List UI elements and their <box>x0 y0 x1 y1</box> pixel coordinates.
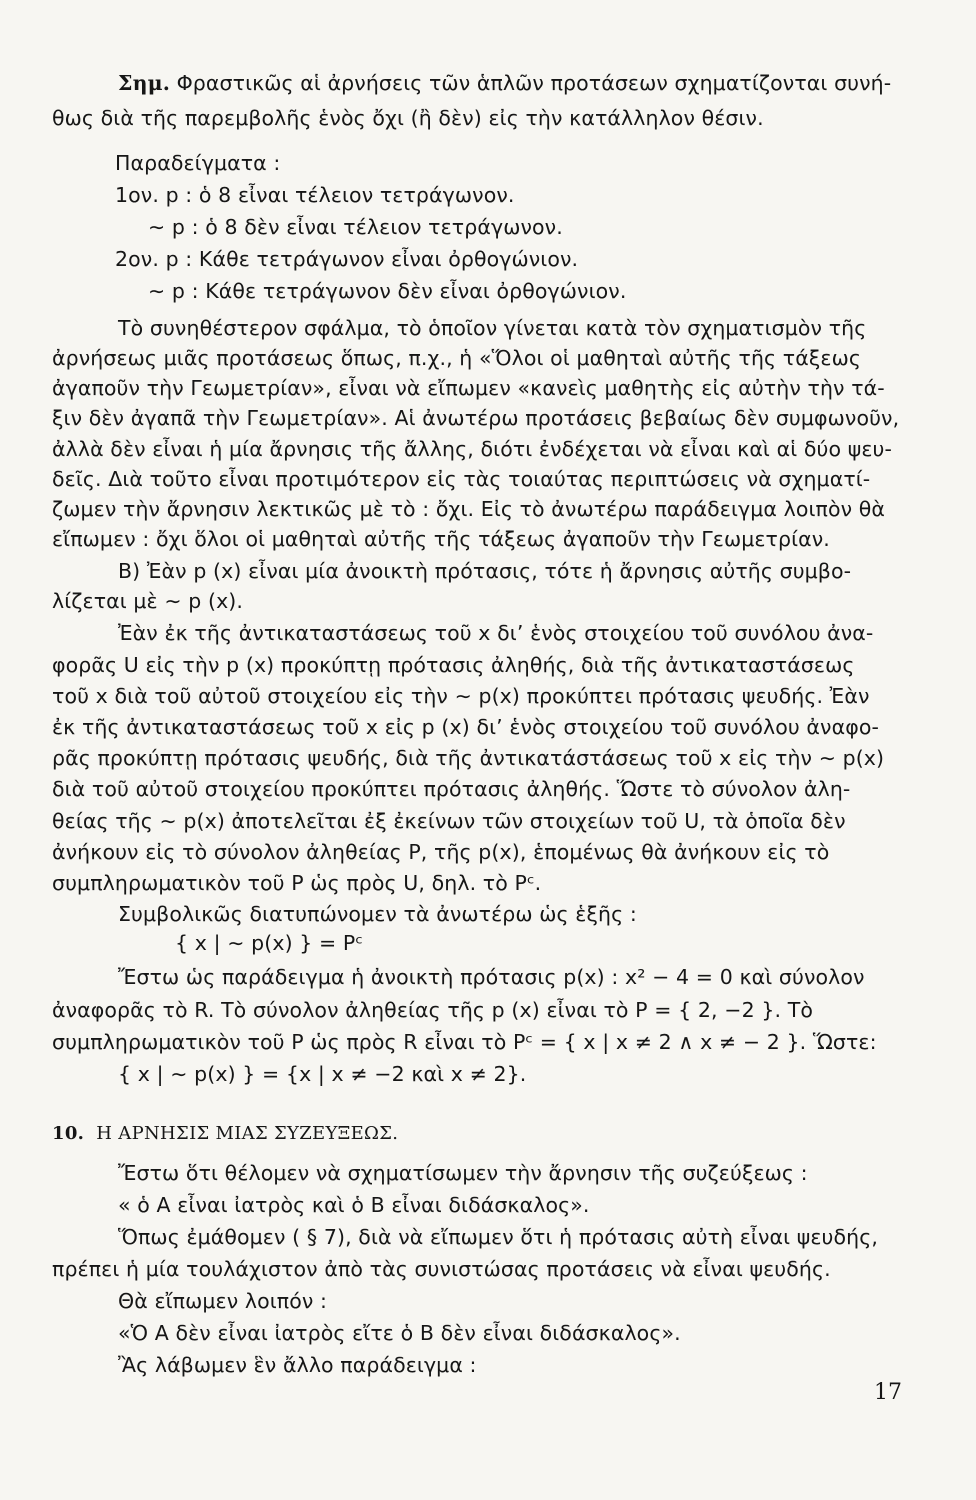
text-line: τοῦ x διὰ τοῦ αὐτοῦ στοιχείου εἰς τὴν ∼ p(x) προκύπτει πρότασις ψευδής. Ἐὰν <box>52 684 870 708</box>
text-line: φορᾶς U εἰς τὴν p (x) προκύπτῃ πρότασις ἀληθής, διὰ τῆς ἀντικαταστάσεως <box>52 653 855 677</box>
text-line: Β) Ἐὰν p (x) εἶναι μία ἀνοικτὴ πρότασις, τότε ἡ ἄρνησις αὐτῆς συμβο- <box>118 559 852 583</box>
text-line: δεῖς. Διὰ τοῦτο εἶναι προτιμότερον εἰς τὰς τοιαύτας περιπτώσεις νὰ σχηματί- <box>52 467 871 491</box>
text-line: ἐκ τῆς ἀντικαταστάσεως τοῦ x εἰς p (x) δι’ ἑνὸς στοιχείου τοῦ συνόλου ἀναφο- <box>52 715 879 739</box>
text-line: πρέπει ἡ μία τουλάχιστον ἀπὸ τὰς συνιστώσας προτάσεις νὰ εἶναι ψευδής. <box>52 1257 831 1281</box>
text-line: Ἂς λάβωμεν ἓν ἄλλο παράδειγμα : <box>118 1353 477 1377</box>
example-line: 1ον. p : ὁ 8 εἶναι τέλειον τετράγωνον. <box>115 183 515 207</box>
text-line: διὰ τοῦ αὐτοῦ στοιχείου προκύπτει πρότασις ἀληθής. Ὥστε τὸ σύνολον ἀλη- <box>52 777 851 801</box>
text-line: ξιν δὲν ἀγαπᾶ τὴν Γεωμετρίαν». Αἱ ἀνωτέρω προτάσεις βεβαίως δὲν συμφωνοῦν, <box>52 406 900 430</box>
note-text: Φραστικῶς αἱ ἀρνήσεις τῶν ἁπλῶν προτάσεων σχηματίζονται συνή- <box>169 71 892 95</box>
section-heading <box>52 1119 398 1149</box>
text-line: συμπληρωματικὸν τοῦ P ὡς πρὸς U, δηλ. τὸ Pᶜ. <box>52 871 542 895</box>
text-line: Ὅπως ἐμάθομεν ( § 7), διὰ νὰ εἴπωμεν ὅτι ἡ πρότασις αὐτὴ εἶναι ψευδής, <box>118 1225 879 1249</box>
text-line: θως διὰ τῆς παρεμβολῆς ἑνὸς ὄχι (ἢ δὲν) εἰς τὴν κατάλληλον θέσιν. <box>52 106 764 130</box>
note-paragraph-line <box>118 68 891 98</box>
quote-line: «Ὁ Α δὲν εἶναι ἰατρὸς εἴτε ὁ Β δὲν εἶναι διδάσκαλος». <box>118 1321 681 1345</box>
text-line: Ἔστω ὡς παράδειγμα ἡ ἀνοικτὴ πρότασις p(x) : x² − 4 = 0 καὶ σύνολον <box>118 965 865 989</box>
text-line: εἴπωμεν : ὄχι ὅλοι οἱ μαθηταὶ αὐτῆς τῆς τάξεως ἀγαποῦν τὴν Γεωμετρίαν. <box>52 527 830 551</box>
text-line: Συμβολικῶς διατυπώνομεν τὰ ἀνωτέρω ὡς ἑξῆς : <box>118 902 637 926</box>
quote-line: « ὁ Α εἶναι ἰατρὸς καὶ ὁ Β εἶναι διδάσκαλος». <box>118 1193 590 1217</box>
text-line: ἀναφορᾶς τὸ R. Τὸ σύνολον ἀληθείας τῆς p (x) εἶναι τὸ P = { 2, −2 }. Τὸ <box>52 998 813 1022</box>
text-line: συμπληρωματικὸν τοῦ P ὡς πρὸς R εἶναι τὸ Pᶜ = { x | x ≠ 2 ∧ x ≠ − 2 }. Ὥστε: <box>52 1030 877 1054</box>
text-line: ἀρνήσεως μιᾶς προτάσεως ὅπως, π.χ., ἡ «Ὅλοι οἱ μαθηταὶ αὐτῆς τῆς τάξεως <box>52 346 861 370</box>
section-number: 10. <box>52 1123 85 1144</box>
text-line: θείας τῆς ∼ p(x) ἀποτελεῖται ἐξ ἐκείνων τῶν στοιχείων τοῦ U, τὰ ὁποῖα δὲν <box>52 809 846 833</box>
text-line: ἀγαποῦν τὴν Γεωμετρίαν», εἶναι νὰ εἴπωμεν «κανεὶς μαθητὴς εἰς αὐτὴν τὴν τά- <box>52 376 885 400</box>
note-label: Σημ. <box>118 71 170 95</box>
formula-line: { x | ∼ p(x) } = Pᶜ <box>175 931 364 955</box>
examples-heading: Παραδείγματα : <box>115 151 281 175</box>
text-line: Ἔστω ὅτι θέλομεν νὰ σχηματίσωμεν τὴν ἄρνησιν τῆς συζεύξεως : <box>118 1161 808 1185</box>
example-line: ∼ p : Κάθε τετράγωνον δὲν εἶναι ὀρθογώνιον. <box>148 279 627 303</box>
text-line: Θὰ εἴπωμεν λοιπόν : <box>118 1289 328 1313</box>
text-line: λίζεται μὲ ∼ p (x). <box>52 589 244 613</box>
text-line: ζωμεν τὴν ἄρνησιν λεκτικῶς μὲ τὸ : ὄχι. Εἰς τὸ ἀνωτέρω παράδειγμα λοιπὸν θὰ <box>52 497 886 521</box>
text-line: Τὸ συνηθέστερον σφάλμα, τὸ ὁποῖον γίνεται κατὰ τὸν σχηματισμὸν τῆς <box>118 316 867 340</box>
section-title: Η ΑΡΝΗΣΙΣ ΜΙΑΣ ΣΥΖΕΥΞΕΩΣ. <box>96 1123 399 1144</box>
text-line: ρᾶς προκύπτῃ πρότασις ψευδής, διὰ τῆς ἀντικατάστάσεως τοῦ x εἰς τὴν ∼ p(x) <box>52 746 885 770</box>
example-line: 2ον. p : Κάθε τετράγωνον εἶναι ὀρθογώνιον. <box>115 247 579 271</box>
formula-line: { x | ∼ p(x) } = {x | x ≠ −2 καὶ x ≠ 2}. <box>118 1062 527 1086</box>
example-line: ∼ p : ὁ 8 δὲν εἶναι τέλειον τετράγωνον. <box>148 215 563 239</box>
text-line: ἀλλὰ δὲν εἶναι ἡ μία ἄρνησις τῆς ἄλλης, διότι ἐνδέχεται νὰ εἶναι καὶ αἱ δύο ψευ- <box>52 437 892 461</box>
text-line: ἀνήκουν εἰς τὸ σύνολον ἀληθείας P, τῆς p(x), ἑπομένως θὰ ἀνήκουν εἰς τὸ <box>52 840 830 864</box>
text-line: Ἐὰν ἐκ τῆς ἀντικαταστάσεως τοῦ x δι’ ἑνὸς στοιχείου τοῦ συνόλου ἀνα- <box>118 621 874 645</box>
page-number: 17 <box>874 1380 902 1405</box>
